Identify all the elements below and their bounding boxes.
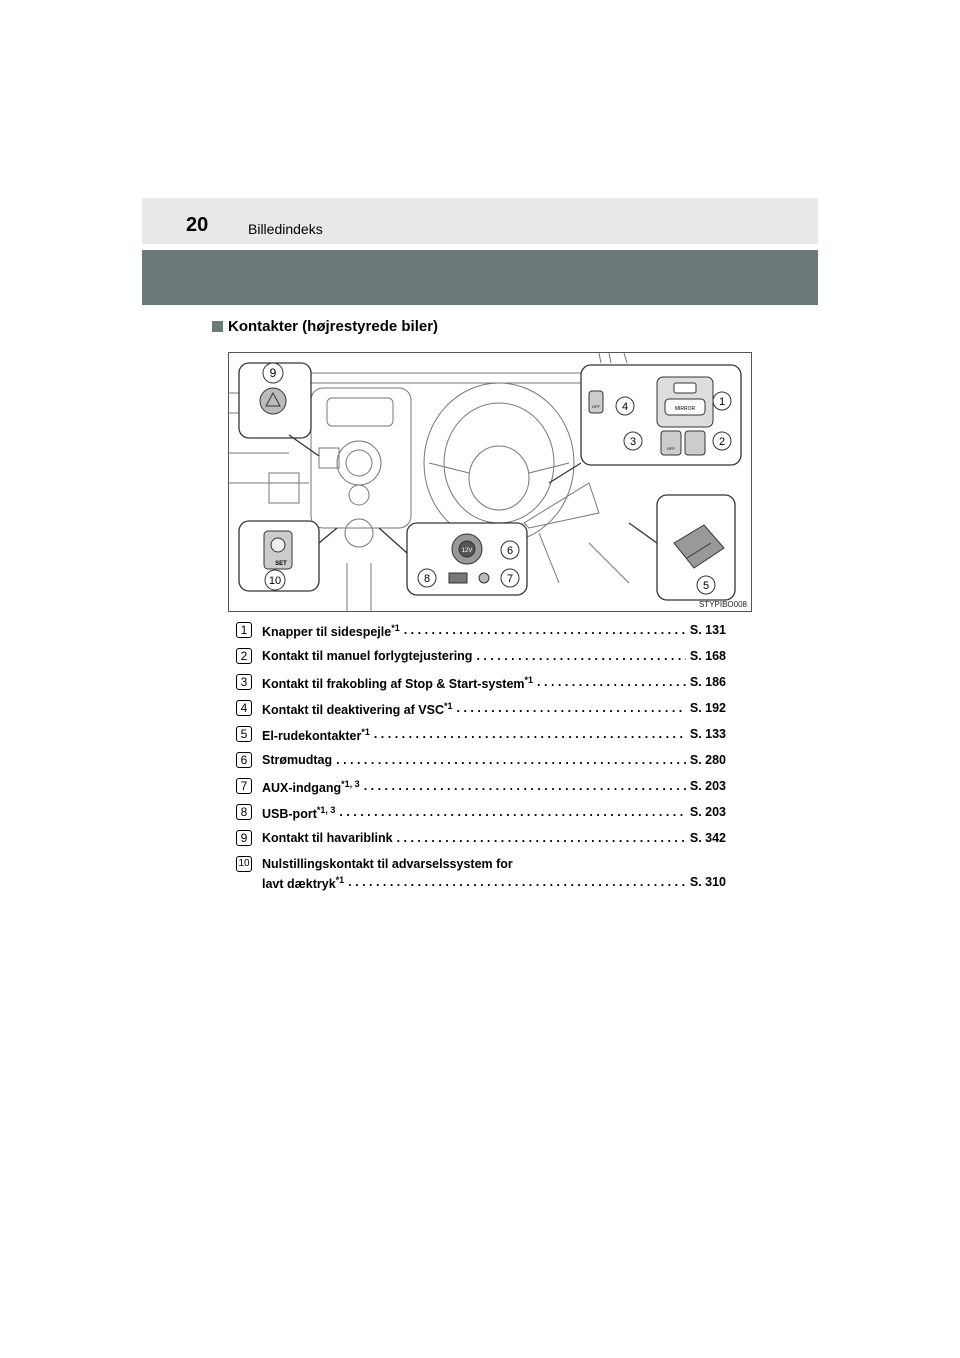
section-heading [212, 318, 438, 335]
dashboard-figure [228, 352, 752, 612]
item-text: El-rudekontakter$^{*1}$ [262, 727, 370, 744]
item-text: Strømudtag [262, 753, 333, 767]
callout-10-label: 10 [268, 575, 282, 587]
item-number: 1 [236, 622, 252, 638]
item-number: 3 [236, 674, 252, 690]
item-text: USB-port$^{*1, 3}$ [262, 805, 336, 822]
item-page: S. 186 [689, 675, 726, 689]
header-bar [142, 198, 818, 244]
item-text: AUX-indgang$^{*1, 3}$ [262, 779, 360, 796]
vsc-off-label: OFF [592, 404, 600, 409]
item-list [236, 622, 726, 896]
callout-1-label: 1 [718, 396, 726, 408]
item-page: S. 342 [689, 831, 726, 845]
item-text-continued: lavt dæktryk$^{*1}$ [262, 875, 345, 892]
item-text: Kontakt til havariblink [262, 831, 393, 845]
list-item [236, 778, 726, 804]
item-number: 5 [236, 726, 252, 742]
stop-start-off-label: OFF [667, 446, 675, 451]
dashboard-illustration [229, 353, 751, 611]
item-page: S. 192 [689, 701, 726, 715]
set-label: SET [275, 561, 287, 567]
list-item [236, 752, 726, 778]
callout-5-label: 5 [702, 580, 710, 592]
item-number: 2 [236, 648, 252, 664]
gray-band [142, 250, 818, 305]
list-item [236, 674, 726, 700]
item-number: 7 [236, 778, 252, 794]
callout-7-label: 7 [506, 573, 514, 585]
heading-square-icon [212, 321, 223, 332]
item-page: S. 168 [689, 649, 726, 663]
callout-8-label: 8 [423, 573, 431, 585]
list-item [236, 830, 726, 856]
callout-2-label: 2 [718, 436, 726, 448]
item-number: 9 [236, 830, 252, 846]
list-item [236, 622, 726, 648]
item-page: S. 310 [689, 875, 726, 889]
figure-code: STYPIBO008 [698, 600, 747, 609]
item-text: Kontakt til frakobling af Stop & Start-system$^{*1}$ [262, 675, 534, 692]
list-item [236, 804, 726, 830]
list-item [236, 726, 726, 752]
item-text: Nulstillingskontakt til advarselssystem for [262, 857, 513, 871]
list-item [236, 856, 726, 896]
item-page: S. 203 [689, 805, 726, 819]
item-text: Kontakt til manuel forlygtejustering [262, 649, 473, 663]
callout-9-label: 9 [269, 366, 277, 380]
page-number: 20 [186, 214, 209, 236]
item-page: S. 203 [689, 779, 726, 793]
12v-label: 12V [461, 548, 473, 554]
callout-4-label: 4 [621, 401, 629, 413]
item-page: S. 133 [689, 727, 726, 741]
item-text: Kontakt til deaktivering af VSC$^{*1}$ [262, 701, 453, 718]
section-title: Billedindeks [248, 221, 323, 237]
item-page: S. 131 [689, 623, 726, 637]
item-page: S. 280 [689, 753, 726, 767]
list-item [236, 648, 726, 674]
item-number: 10 [236, 856, 252, 872]
callout-6-label: 6 [506, 545, 514, 557]
list-item [236, 700, 726, 726]
callout-3-label: 3 [629, 436, 637, 448]
item-number: 8 [236, 804, 252, 820]
item-text: Knapper til sidespejle$^{*1}$ [262, 623, 400, 640]
mirror-label: MIRROR [674, 406, 696, 412]
heading-text: Kontakter (højrestyrede biler) [228, 318, 439, 335]
item-number: 6 [236, 752, 252, 768]
item-number: 4 [236, 700, 252, 716]
